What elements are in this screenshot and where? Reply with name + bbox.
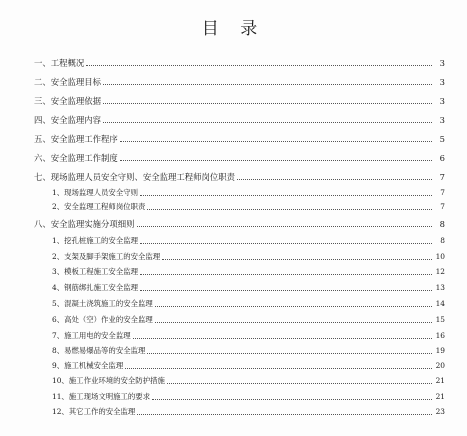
toc-entry-label: 八、安全监理实施分项细则 — [34, 219, 135, 229]
toc-entry-page: 7 — [439, 172, 445, 182]
toc-entry-page: 10 — [435, 252, 445, 261]
toc-entry-page: 7 — [440, 202, 445, 211]
toc-entry-page: 23 — [435, 407, 445, 416]
toc-entry-page: 13 — [435, 283, 445, 292]
dot-leader — [120, 160, 432, 161]
toc-entry-label: 11、施工现场文明施工的要求 — [52, 392, 151, 401]
toc-entry-label: 四、安全监理内容 — [34, 115, 101, 125]
toc-entry-label: 七、现场监理人员安全守则、安全监理工程师岗位职责 — [34, 172, 235, 182]
dot-leader — [125, 368, 432, 369]
toc-subentry[interactable] — [52, 297, 445, 311]
dot-leader — [140, 243, 432, 244]
toc-subentry[interactable] — [52, 329, 445, 343]
dot-leader — [103, 84, 432, 85]
toc-entry-label: 4、钢筋绑扎施工安全监理 — [52, 283, 139, 292]
toc-entry[interactable] — [34, 132, 445, 146]
toc-subentry[interactable] — [52, 390, 445, 404]
toc-entry-label: 9、施工机械安全监理 — [52, 361, 124, 370]
toc-entry[interactable] — [34, 217, 445, 231]
dot-leader — [103, 103, 432, 104]
dot-leader — [155, 322, 432, 323]
dot-leader — [147, 353, 432, 354]
toc-entry[interactable] — [34, 94, 445, 108]
toc-entry[interactable] — [34, 170, 445, 184]
toc-entry-page: 3 — [439, 77, 445, 87]
toc-entry-label: 12、其它工作的安全监理 — [52, 407, 136, 416]
toc-subentry[interactable] — [52, 281, 445, 295]
toc-entry-page: 15 — [435, 315, 445, 324]
toc-title: 目 录 — [201, 19, 266, 39]
toc-subentry[interactable] — [52, 200, 445, 214]
toc-entry-page: 14 — [435, 299, 445, 308]
toc-entry-label: 五、安全监理工作程序 — [34, 134, 118, 144]
toc-entry-page: 21 — [435, 376, 445, 385]
dot-leader — [140, 290, 432, 291]
dot-leader — [137, 226, 433, 227]
toc-subentry[interactable] — [52, 250, 445, 264]
toc-entry-label: 六、安全监理工作制度 — [34, 153, 118, 163]
dot-leader — [133, 338, 432, 339]
toc-subentry[interactable] — [52, 265, 445, 279]
toc-entry-label: 一、工程概况 — [34, 58, 85, 68]
dot-leader — [137, 414, 432, 415]
toc-subentry[interactable] — [52, 186, 445, 200]
toc-subentry[interactable] — [52, 359, 445, 373]
toc-entry-label: 7、施工用电的安全监理 — [52, 331, 131, 340]
dot-leader — [103, 122, 432, 123]
toc-subentry[interactable] — [52, 234, 445, 248]
toc-entry-page: 3 — [439, 96, 445, 106]
dot-leader — [167, 383, 432, 384]
toc-entry-page: 6 — [439, 153, 445, 163]
toc-entry-page: 5 — [439, 134, 445, 144]
toc-subentry[interactable] — [52, 374, 445, 388]
dot-leader — [162, 259, 432, 260]
dot-leader — [147, 209, 432, 210]
toc-entry-label: 三、安全监理依据 — [34, 96, 101, 106]
toc-entry-label: 2、支架及脚手架施工的安全监理 — [52, 252, 161, 261]
dot-leader — [155, 306, 432, 307]
toc-entry-label: 10、施工作业环境的安全防护措施 — [52, 376, 165, 385]
toc-entry-label: 2、安全监理工程师岗位职责 — [52, 202, 146, 211]
toc-subentry[interactable] — [52, 405, 445, 419]
toc-entry-label: 1、挖孔桩施工的安全监理 — [52, 236, 139, 245]
dot-leader — [152, 399, 432, 400]
toc-entry[interactable] — [34, 75, 445, 89]
toc-entry-label: 8、易燃易爆品等的安全监理 — [52, 346, 146, 355]
toc-entry-page: 21 — [435, 392, 445, 401]
toc-entry-page: 20 — [435, 361, 445, 370]
toc-entry-page: 19 — [435, 346, 445, 355]
toc-entry[interactable] — [34, 151, 445, 165]
dot-leader — [140, 274, 432, 275]
toc-entry[interactable] — [34, 113, 445, 127]
dot-leader — [120, 141, 432, 142]
toc-entry-label: 3、模板工程施工安全监理 — [52, 267, 139, 276]
toc-entry-page: 16 — [435, 331, 445, 340]
dot-leader — [140, 195, 432, 196]
dot-leader — [86, 65, 432, 66]
toc-entry-page: 8 — [439, 219, 445, 229]
toc-entry-page: 3 — [439, 115, 445, 125]
toc-entry-page: 12 — [435, 267, 445, 276]
toc-entry-page: 3 — [439, 58, 445, 68]
dot-leader — [237, 179, 432, 180]
toc-entry-page: 8 — [440, 236, 445, 245]
toc-entry-label: 二、安全监理目标 — [34, 77, 101, 87]
toc-entry-label: 5、混凝土浇筑施工的安全监理 — [52, 299, 153, 308]
toc-entry-label: 1、现场监理人员安全守则 — [52, 188, 139, 197]
toc-subentry[interactable] — [52, 313, 445, 327]
toc-entry[interactable] — [34, 56, 445, 70]
toc-entry-label: 6、高处（空）作业的安全监理 — [52, 315, 153, 324]
toc-entry-page: 7 — [440, 188, 445, 197]
toc-subentry[interactable] — [52, 344, 445, 358]
